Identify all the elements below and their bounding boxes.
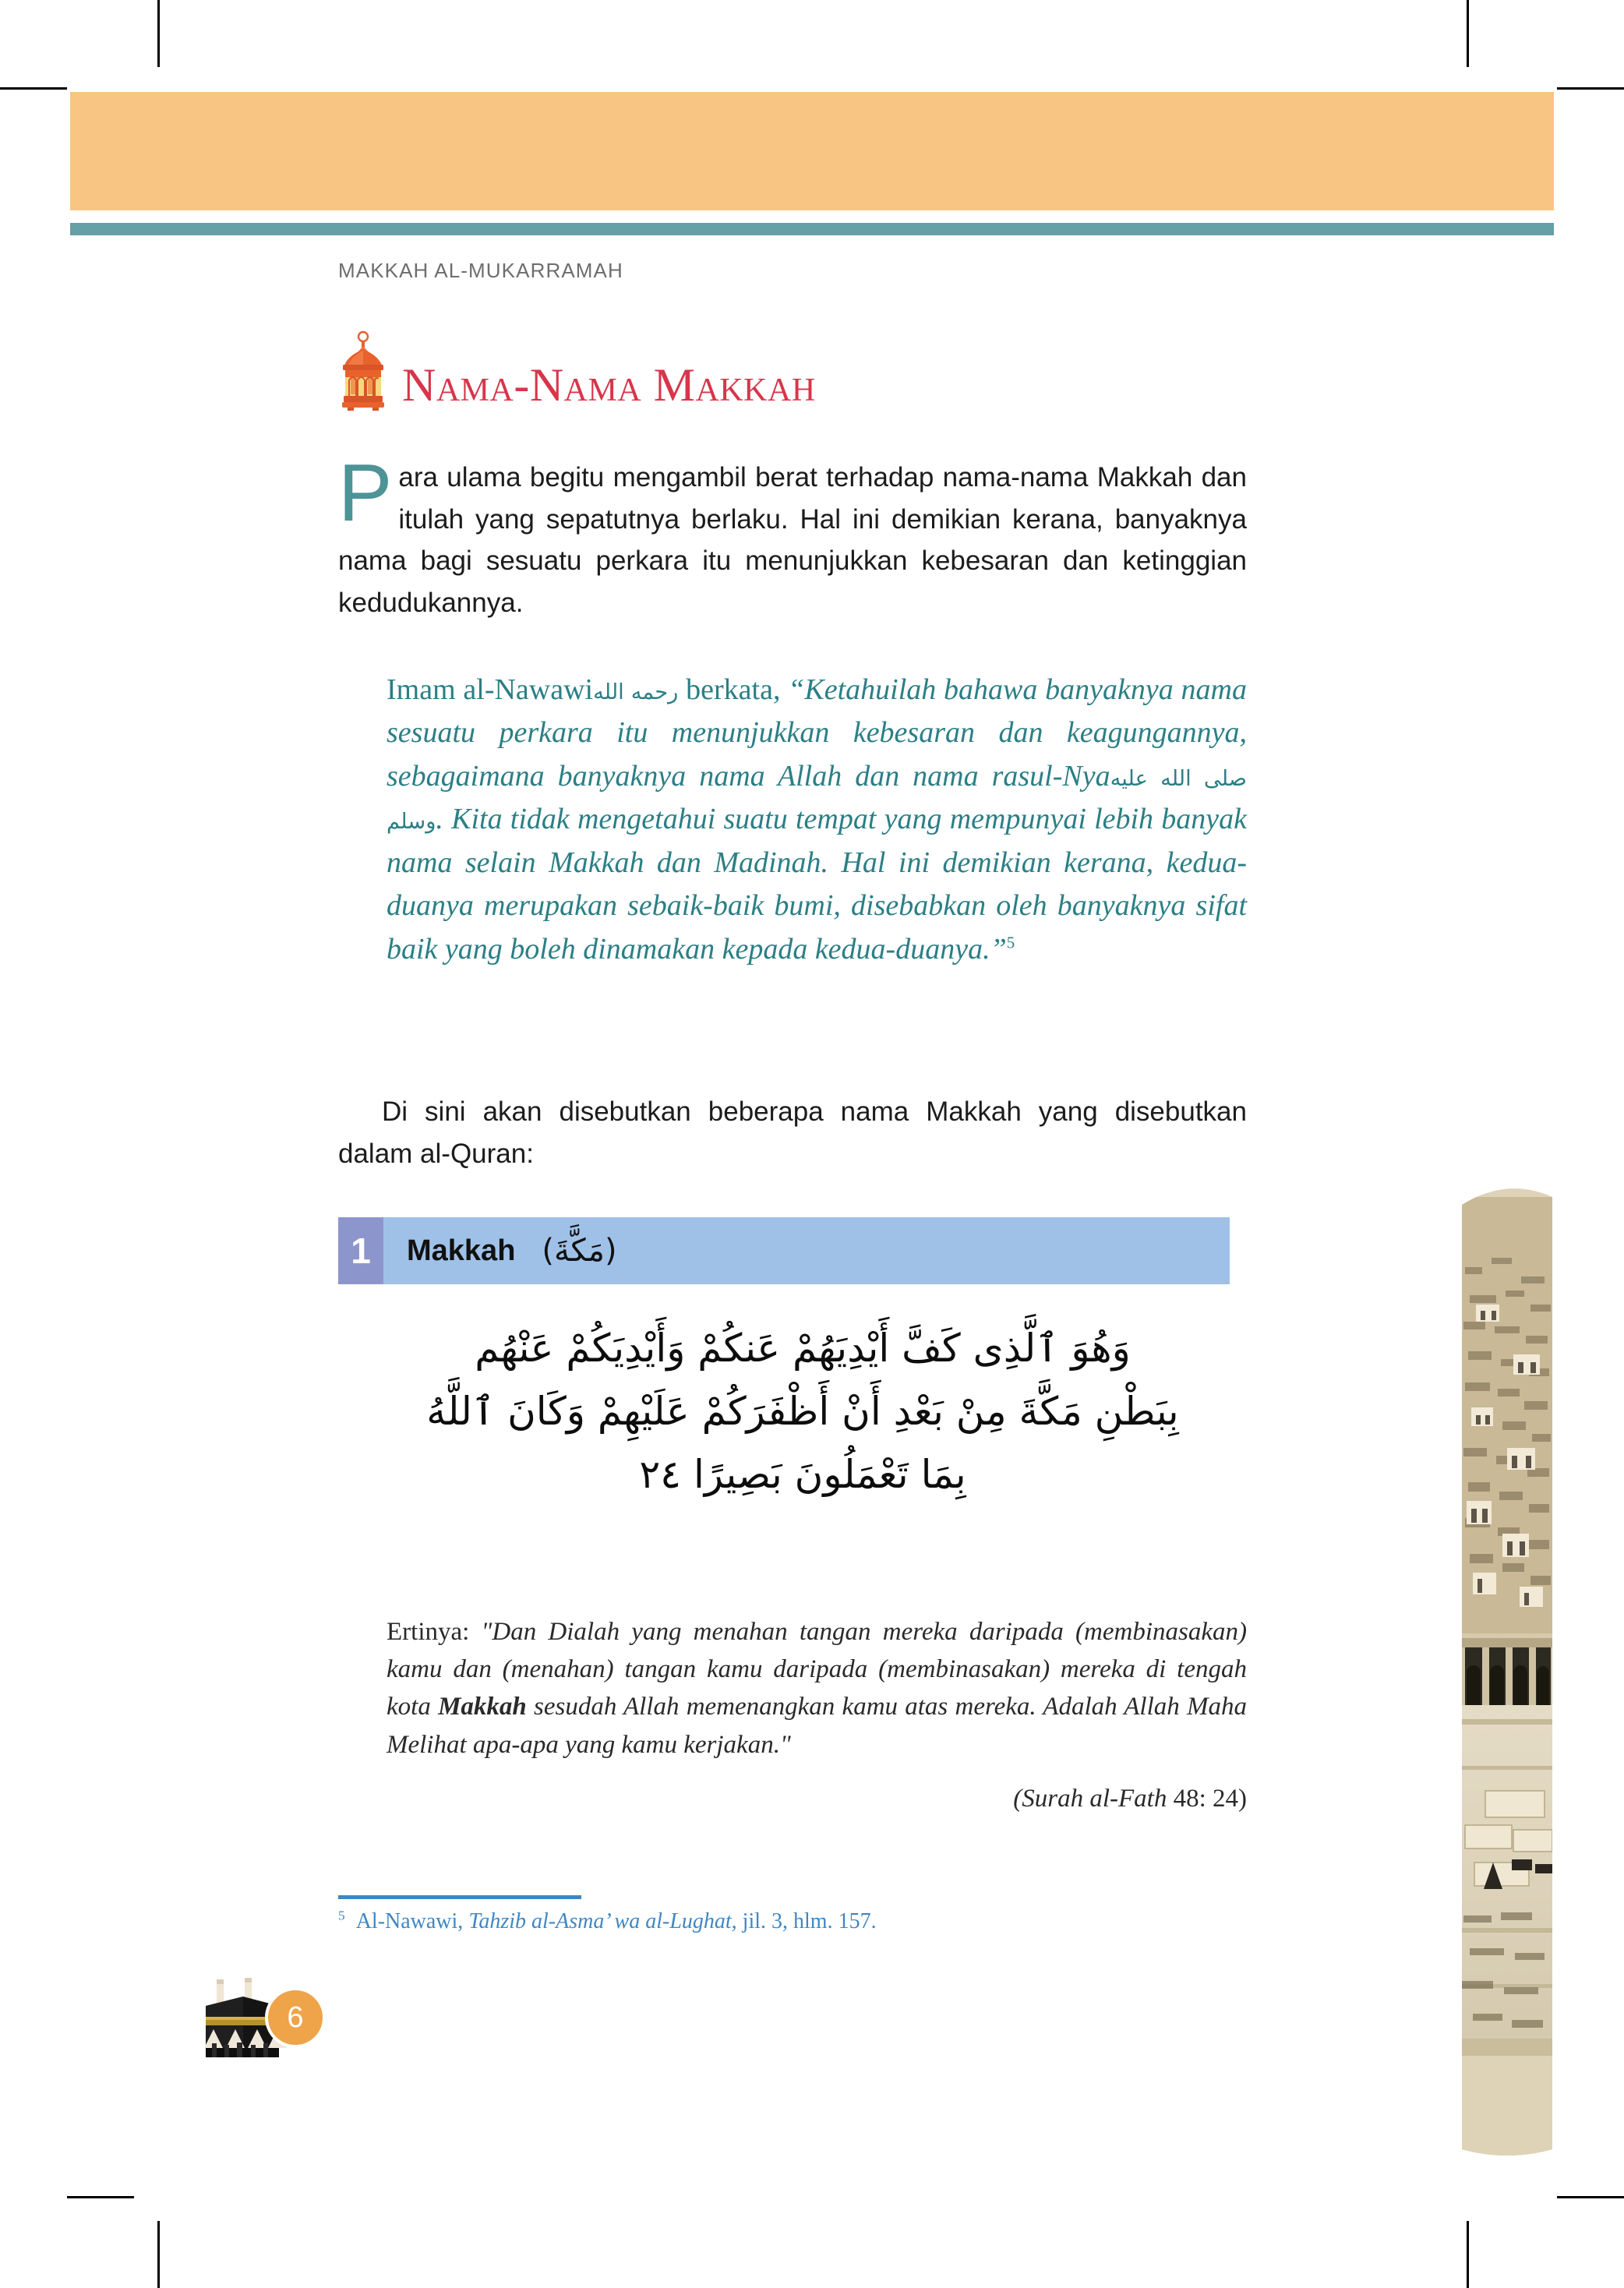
crop-mark-top-left-h [0, 87, 67, 90]
translation-part-2: sesudah Allah memenangkan kamu atas mereka. Adalah Allah Maha Melihat apa-apa yang kamu kerjakan." [387, 1693, 1247, 1759]
footnote-title: Tahzib al-Asma’ wa al-Lughat, [468, 1909, 737, 1933]
crop-mark-top-right-h [1557, 87, 1624, 90]
footnote-separator [338, 1895, 581, 1899]
pull-quote [387, 669, 1247, 971]
footnote-marker-inline: 5 [1006, 933, 1015, 952]
citation-reference: 48: 24) [1173, 1785, 1247, 1813]
quran-verse-line-1: وَهُوَ ٱلَّذِى كَفَّ أَيْدِيَهُمْ عَنكُمْ وَأَيْدِيَكُمْ عَنْهُم [475, 1326, 1131, 1371]
leadin-paragraph [338, 1091, 1247, 1174]
quran-verse-line-2: بِبَطْنِ مَكَّةَ مِنْ بَعْدِ أَنْ أَظْفَرَكُمْ عَلَيْهِمْ وَكَانَ ٱللَّهُ [426, 1389, 1179, 1434]
crop-mark-top-left-v [157, 0, 160, 67]
translation-emphasis: Makkah [438, 1693, 527, 1721]
crop-mark-bottom-left-h [67, 2196, 134, 2198]
entry-arabic-name: (مَكَّةَ) [542, 1233, 617, 1269]
quran-verse [358, 1317, 1247, 1506]
pull-quote-attribution: Imam al-Nawawi [387, 673, 594, 706]
makkah-historical-photo [1457, 1174, 1557, 2163]
intro-paragraph-text: ara ulama begitu mengambil berat terhadap nama-nama Makkah dan itulah yang sepatutnya berlaku. Hal ini demikian kerana, banyaknya nama bagi sesuatu perkara itu menunjukkan kebesaran dan ketinggian kedudukannya. [338, 462, 1247, 618]
honorific-sallallahu-icon: صلى الله عليه وسلم [387, 766, 1247, 835]
quran-verse-line-3-text: بِمَا تَعْمَلُونَ بَصِيرًا [693, 1452, 966, 1497]
honorific-rahimahullah-icon: رحمه الله [593, 680, 679, 704]
verse-number-marker: ٢٤ [639, 1452, 682, 1497]
footnote-author: Al-Nawawi, [355, 1909, 464, 1933]
chapter-title-row [338, 330, 816, 411]
translation-part-1: "Dan Dialah yang menahan tangan mereka daripada (membinasakan) kamu dan (menahan) tangan kamu daripada (membinasakan) mereka di tengah kota [387, 1618, 1248, 1721]
verse-citation [387, 1785, 1247, 1813]
footnote [338, 1906, 1247, 1937]
page-title: Nama-Nama Makkah [402, 359, 816, 411]
page-footer-folio [196, 1970, 352, 2064]
pull-quote-text-1: “Ketahuilah bahawa banyaknya nama sesuatu perkara itu menunjukkan kebesaran dan keagungannya, sebagaimana banyaknya nama Allah dan nama rasul-Nya [387, 673, 1247, 793]
crop-mark-bottom-right-v [1467, 2221, 1469, 2288]
pull-quote-verb: berkata, [686, 673, 781, 706]
drop-cap: P [338, 448, 393, 538]
lantern-icon [338, 330, 388, 411]
intro-paragraph [338, 448, 1247, 623]
footnote-locator: jil. 3, hlm. 157. [742, 1909, 877, 1933]
entry-label: Makkah [407, 1234, 516, 1267]
header-teal-rule [70, 223, 1554, 235]
page-number: 6 [265, 1987, 326, 2048]
leadin-text: Di sini akan disebutkan beberapa nama Makkah yang disebutkan dalam al-Quran: [338, 1096, 1247, 1169]
citation-surah: (Surah al-Fath [1013, 1785, 1174, 1813]
running-head: MAKKAH AL-MUKARRAMAH [338, 259, 623, 282]
crop-mark-bottom-right-h [1557, 2196, 1624, 2198]
quran-verse-line-3 [358, 1443, 1247, 1506]
intro-paragraph-block [338, 448, 1247, 623]
translation-label: Ertinya: [387, 1618, 470, 1646]
footnote-number: 5 [338, 1908, 345, 1923]
pull-quote-text-2: . Kita tidak mengetahui suatu tempat yang mempunyai lebih banyak nama selain Makkah dan Madinah. Hal ini demikian kerana, kedua-duanya merupakan sebaik-baik bumi, disebabkan oleh banyaknya sifat baik yang boleh dinamakan kepada kedua-duanya.” [387, 803, 1247, 966]
crop-mark-bottom-left-v [157, 2221, 160, 2288]
makkah-photo-strip [1457, 1174, 1557, 2163]
header-orange-band [70, 92, 1554, 210]
entry-number-badge: 1 [338, 1217, 383, 1284]
entry-header-bar [338, 1217, 1230, 1284]
crop-mark-top-right-v [1467, 0, 1469, 67]
verse-translation [387, 1613, 1247, 1764]
